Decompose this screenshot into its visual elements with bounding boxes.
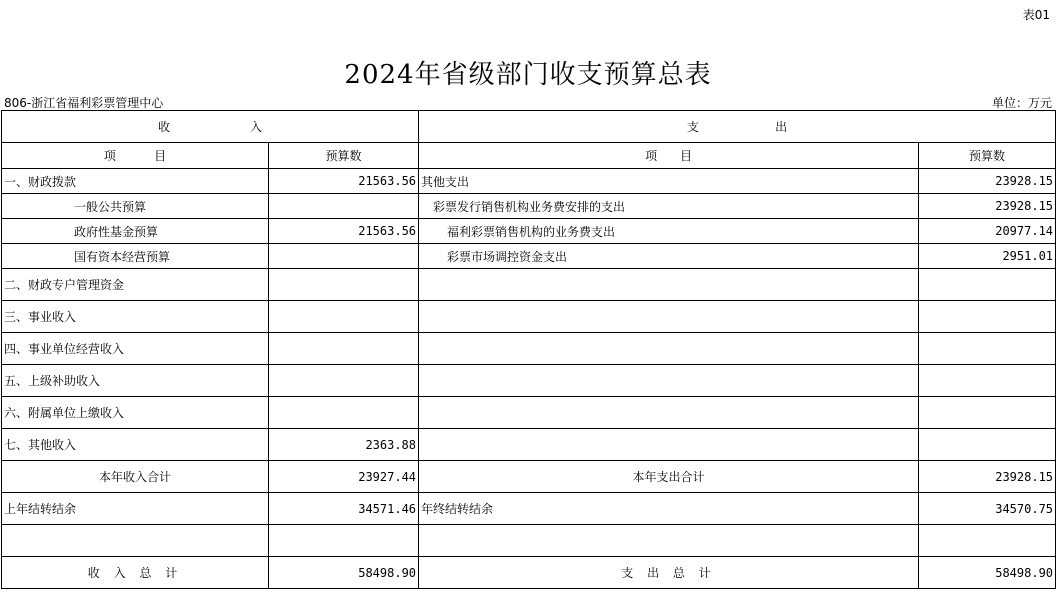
income-value-cell: 2363.88 bbox=[269, 429, 419, 461]
expense-value-cell: 20977.14 bbox=[919, 219, 1056, 244]
budget-table bbox=[1, 110, 1056, 589]
income-carry-value: 34571.46 bbox=[269, 493, 419, 525]
table-row bbox=[2, 244, 1056, 269]
income-item-cell: 五、上级补助收入 bbox=[2, 365, 269, 397]
income-value-cell bbox=[269, 301, 419, 333]
income-section-header: 收 入 bbox=[2, 111, 419, 143]
expense-value-cell bbox=[919, 429, 1056, 461]
blank-cell bbox=[419, 525, 919, 557]
blank-cell bbox=[919, 525, 1056, 557]
section-header-row bbox=[2, 111, 1056, 143]
expense-year-total-value: 23928.15 bbox=[919, 461, 1056, 493]
table-row bbox=[2, 365, 1056, 397]
expense-item-cell: 彩票发行销售机构业务费安排的支出 bbox=[419, 194, 919, 219]
income-year-total-label: 本年收入合计 bbox=[2, 461, 269, 493]
expense-item-cell bbox=[419, 397, 919, 429]
income-value-cell: 21563.56 bbox=[269, 219, 419, 244]
expense-value-cell bbox=[919, 365, 1056, 397]
income-value-cell bbox=[269, 365, 419, 397]
expense-item-cell: 彩票市场调控资金支出 bbox=[419, 244, 919, 269]
income-item-cell: 四、事业单位经营收入 bbox=[2, 333, 269, 365]
year-total-row bbox=[2, 461, 1056, 493]
income-item-header: 项 目 bbox=[2, 143, 269, 169]
expense-value-cell bbox=[919, 333, 1056, 365]
expense-grand-total-label: 支 出 总 计 bbox=[419, 557, 919, 589]
expense-value-cell bbox=[919, 397, 1056, 429]
expense-item-cell: 福利彩票销售机构的业务费支出 bbox=[419, 219, 919, 244]
expense-value-cell bbox=[919, 269, 1056, 301]
expense-item-cell: 其他支出 bbox=[419, 169, 919, 194]
expense-value-cell: 23928.15 bbox=[919, 169, 1056, 194]
income-grand-total-value: 58498.90 bbox=[269, 557, 419, 589]
expense-item-cell bbox=[419, 301, 919, 333]
table-row bbox=[2, 194, 1056, 219]
table-row bbox=[2, 429, 1056, 461]
page-title: 2024年省级部门收支预算总表 bbox=[344, 60, 712, 90]
income-item-cell: 国有资本经营预算 bbox=[2, 244, 269, 269]
blank-row bbox=[2, 525, 1056, 557]
income-item-cell: 一、财政拨款 bbox=[2, 169, 269, 194]
income-budget-header: 预算数 bbox=[269, 143, 419, 169]
income-item-cell: 二、财政专户管理资金 bbox=[2, 269, 269, 301]
blank-cell bbox=[2, 525, 269, 557]
grand-total-row bbox=[2, 557, 1056, 589]
unit-label: 单位：万元 bbox=[991, 96, 1052, 110]
organization-label: 806-浙江省福利彩票管理中心 bbox=[4, 96, 164, 110]
expense-carry-value: 34570.75 bbox=[919, 493, 1056, 525]
expense-item-header: 项 目 bbox=[419, 143, 919, 169]
expense-item-cell bbox=[419, 365, 919, 397]
income-item-cell: 七、其他收入 bbox=[2, 429, 269, 461]
blank-cell bbox=[269, 525, 419, 557]
income-value-cell bbox=[269, 397, 419, 429]
expense-carry-label: 年终结转结余 bbox=[419, 493, 919, 525]
income-item-cell: 三、事业收入 bbox=[2, 301, 269, 333]
table-row bbox=[2, 269, 1056, 301]
table-row bbox=[2, 333, 1056, 365]
carry-over-row bbox=[2, 493, 1056, 525]
income-item-cell: 一般公共预算 bbox=[2, 194, 269, 219]
table-row bbox=[2, 301, 1056, 333]
expense-item-cell bbox=[419, 429, 919, 461]
table-row bbox=[2, 397, 1056, 429]
expense-grand-total-value: 58498.90 bbox=[919, 557, 1056, 589]
expense-year-total-label: 本年支出合计 bbox=[419, 461, 919, 493]
income-value-cell bbox=[269, 194, 419, 219]
income-item-cell: 六、附属单位上缴收入 bbox=[2, 397, 269, 429]
expense-item-cell bbox=[419, 333, 919, 365]
table-row bbox=[2, 169, 1056, 194]
expense-value-cell: 23928.15 bbox=[919, 194, 1056, 219]
income-year-total-value: 23927.44 bbox=[269, 461, 419, 493]
table-row bbox=[2, 219, 1056, 244]
income-value-cell: 21563.56 bbox=[269, 169, 419, 194]
expense-value-cell: 2951.01 bbox=[919, 244, 1056, 269]
income-grand-total-label: 收 入 总 计 bbox=[2, 557, 269, 589]
expense-budget-header: 预算数 bbox=[919, 143, 1056, 169]
expense-value-cell bbox=[919, 301, 1056, 333]
expense-item-cell bbox=[419, 269, 919, 301]
column-header-row bbox=[2, 143, 1056, 169]
income-value-cell bbox=[269, 269, 419, 301]
income-item-cell: 政府性基金预算 bbox=[2, 219, 269, 244]
income-value-cell bbox=[269, 333, 419, 365]
table-number: 表01 bbox=[1022, 8, 1050, 22]
expense-section-header: 支 出 bbox=[419, 111, 1056, 143]
income-carry-label: 上年结转结余 bbox=[2, 493, 269, 525]
income-value-cell bbox=[269, 244, 419, 269]
